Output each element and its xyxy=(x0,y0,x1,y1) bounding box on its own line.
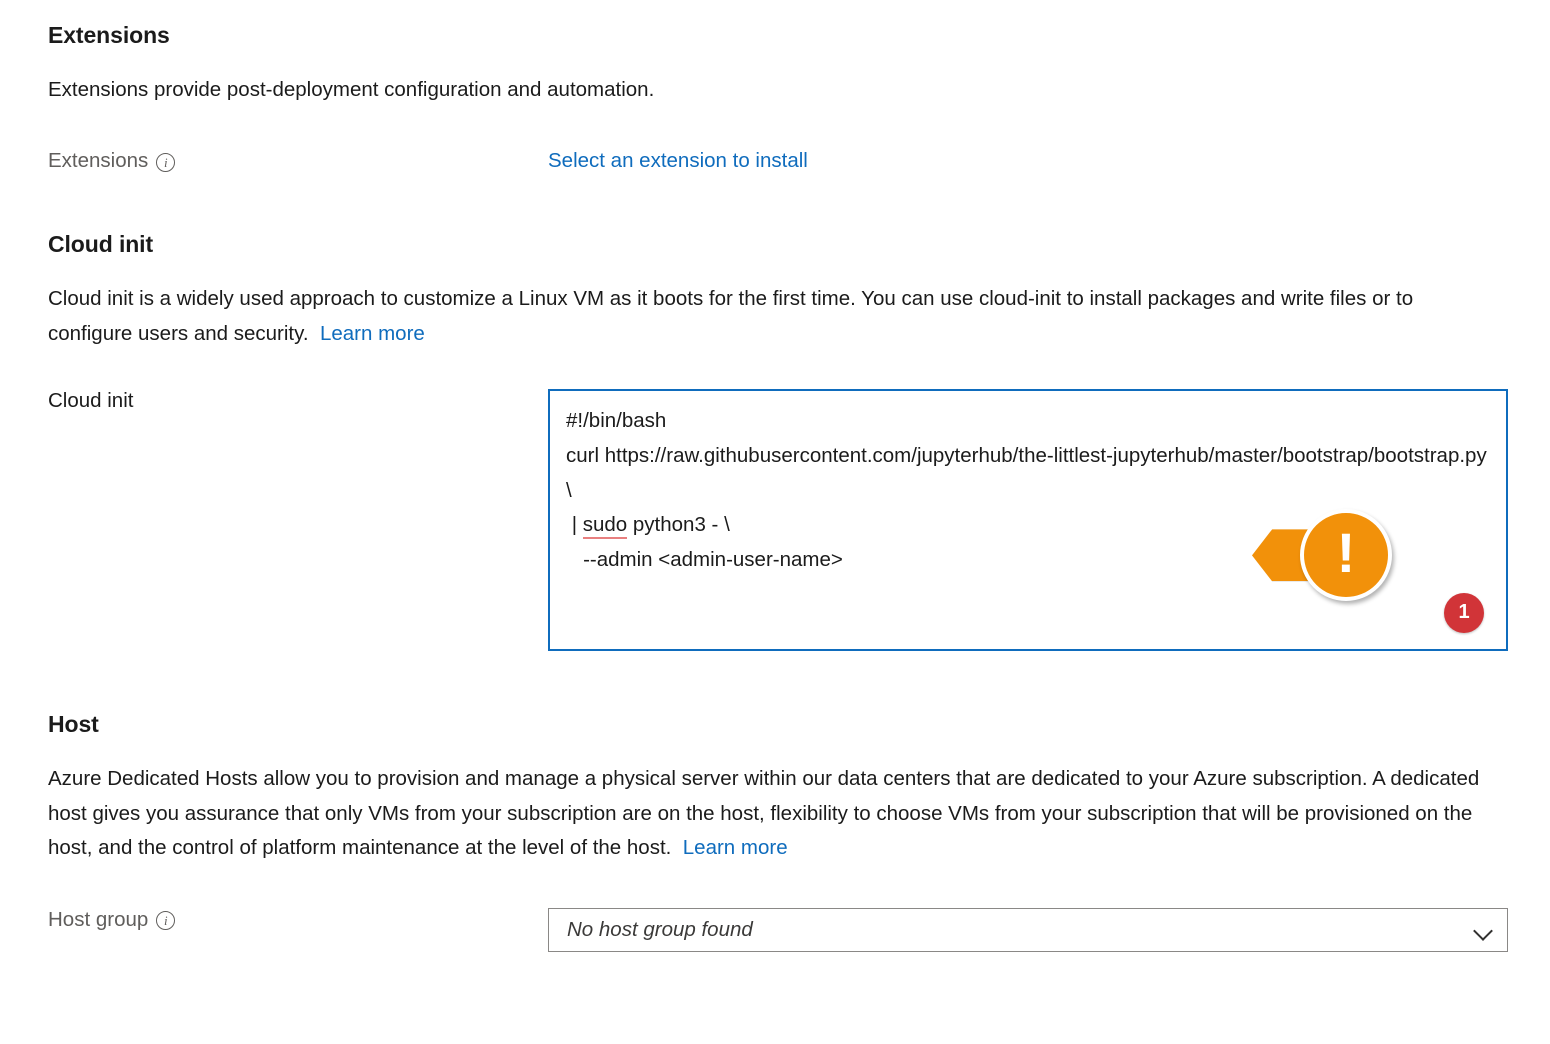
extensions-field-control xyxy=(548,149,1502,173)
host-group-field-row xyxy=(48,908,1502,952)
cloud-init-field-row xyxy=(48,389,1502,651)
cloud-init-section-title: Cloud init xyxy=(48,231,154,258)
info-icon[interactable]: i xyxy=(156,153,175,172)
step-badge: 1 xyxy=(1444,593,1484,633)
exclamation-icon xyxy=(1300,509,1392,601)
host-group-field-label xyxy=(48,908,548,932)
cloud-init-section-description xyxy=(48,282,1498,351)
warning-callout-icon xyxy=(1252,509,1402,601)
host-section-title: Host xyxy=(48,711,99,738)
host-group-label-text: Host group xyxy=(48,907,149,931)
host-learn-more-link[interactable]: Learn more xyxy=(682,836,788,860)
exclamation-glyph: ! xyxy=(1336,521,1356,585)
sudo-token: sudo xyxy=(583,513,627,539)
extensions-section-description: Extensions provide post-deployment configuration and automation. xyxy=(48,78,655,101)
select-extension-link[interactable]: Select an extension to install xyxy=(548,149,808,173)
extensions-section-title: Extensions xyxy=(48,22,170,48)
cloud-init-field-control xyxy=(548,389,1502,651)
callout-arrow-shape xyxy=(1252,529,1324,581)
code-line-2: curl https://raw.githubusercontent.com/jupyterhub/the-littlest-jupyterhub/master/bootstrap/bootstrap.py \ xyxy=(566,443,1493,502)
code-line-1: #!/bin/bash xyxy=(566,409,667,433)
cloud-init-learn-more-link[interactable]: Learn more xyxy=(319,321,425,345)
extensions-label-text: Extensions xyxy=(48,149,149,173)
host-description-text: Azure Dedicated Hosts allow you to provision and manage a physical server within our data centers that are dedicated to your Azure subscription. A dedicated host gives you assurance that only VMs from your subscription are on the host, flexibility to choose VMs from your subscription that will be provisioned on the host, and the control of platform maintenance at the level of the host. xyxy=(48,767,1480,860)
host-group-selected-value: No host group found xyxy=(567,917,753,941)
info-icon[interactable]: i xyxy=(156,911,175,930)
extensions-field-row xyxy=(48,149,1502,173)
cloud-init-description-text: Cloud init is a widely used approach to customize a Linux VM as it boots for the first time. You can use cloud-init to install packages and write files or to configure users and security. xyxy=(48,287,1414,345)
cloud-init-textarea[interactable] xyxy=(548,389,1508,651)
host-group-dropdown[interactable] xyxy=(548,908,1508,952)
host-section-description xyxy=(48,762,1498,865)
code-line-4: --admin <admin-user-name> xyxy=(566,547,843,571)
host-group-field-control xyxy=(548,908,1502,952)
chevron-down-icon[interactable] xyxy=(1475,921,1493,939)
code-line-3: | sudo python3 - \ xyxy=(566,513,730,539)
cloud-init-label-text: Cloud init xyxy=(48,389,134,413)
cloud-init-field-label xyxy=(48,389,548,413)
extensions-field-label xyxy=(48,149,548,173)
